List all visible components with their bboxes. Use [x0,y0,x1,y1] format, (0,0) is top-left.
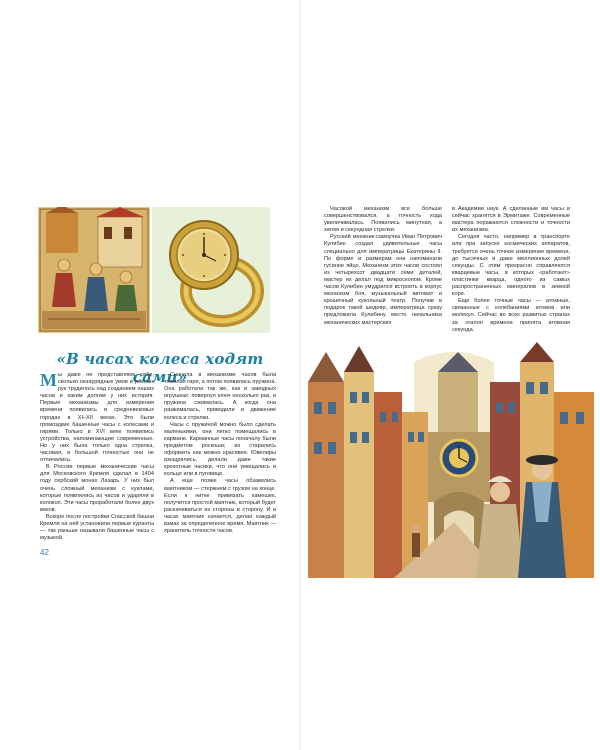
paragraph: Сначала в механизме часов была тяжелая гиря, а потом появилась пружина. Она работала так же, как в заводных игрушках: повернул ключ несколько раз, и пружина сжималась. А когда она разжималась, приводили в движение колеса и стрелки. [164,372,276,421]
right-column-2 [452,206,570,334]
paragraph: ы даже не представляем себе, сколько незаурядных умов и умелых рук трудилось над созданием наших часов и каким долгим у них история. Первые механизмы для измерения времени появились в средневековых городах в XI–XII веках. Это были громоздкие башенные часы с колесами и гирями. Только в XVI веке появились устройства, напоминающие современные. Но у них была только одна стрелка, часовая, и большой точностью они не отличались. [40,372,154,464]
paragraph: Часы с пружиной можно было сделать маленькими, они легко помещались в кармане. Карманные часы поначалу были предметом роскоши; их старались оформить как можно красивее. Ювелиры изощрялись, делали даже такие крохотные часики, что они умещались в кольце или в пуговице. [164,421,276,478]
clock-tower-street-scene [304,342,600,578]
paragraph: В России первые механические часы для Московского Кремля сделал в 1404 году сербский монах Лазарь. У них был очень сложный механизм с куклами, которые появлялись из часов и ударяли в колокол. Эти часы проработали более двух веков. [40,464,154,513]
page-number: 42 [40,548,49,557]
paragraph: Вскоре после постройки Спасской башни Кремля на ней установили первые куранты — так раньше называли башенные часы с музыкой. [40,513,154,542]
left-column-2 [164,372,276,535]
right-page [300,0,600,750]
gold-ring-watch [152,207,270,333]
paragraph: Часовой механизм все больше совершенствовался, а точность хода увеличивалась. Появились минутная, а затем и секундная стрелки. [324,206,442,234]
left-column-1 [40,372,154,542]
page-title: «В часах колеса ходят сами» [56,350,264,386]
paragraph: А еще позже часы обзавелись маятником — стержнем с грузом на конце. Если к нитке привязать камешек, получится простой маятник, который будет раскачиваться из стороны в сторону. И в часах маятник качается, делая каждый взмах за определенное время. Маятник — хранитель точности часов. [164,478,277,535]
paragraph: в Академии наук. А сделанные им часы и сейчас хранятся в Эрмитаже. Современные мастера поражаются сложности и точности их механизма. [452,206,570,234]
right-column-1 [324,206,442,327]
dropcap: М [40,370,57,390]
paragraph: Еще более точные часы — атомные, связанные с колебаниями атомов или молекул. Сейчас во всех развитых странах за эталон времени принята атомная секунда. [452,298,570,333]
medieval-icon-painting [38,207,150,333]
paragraph: Русский механик-самоучка Иван Петрович Кулибин создал удивительные часы специально для императрицы Екатерины II. По форме и размерам они напоминали гусиное яйцо. Механизм этих часов состоял из четырехсот двадцати семи деталей, мастер их делал под микроскопом. Кроме часов Кулибин умудрился встроить в корпус механизм боя, музыкальный автомат и крошечный кукольный театр. Получив в подарок такой шедевр, императрица сразу предложила Кулибину место начальника механических мастерских [324,234,442,326]
paragraph: Сегодня часто, например в транспорте или при запуске космических аппаратов, требуется очень точное измерение времени, до тысячных и даже миллионных долей секунды. С этим прекрасно справляются кварцевые часы, в которых «работают» пластинки кварца, одного из самых распространенных минералов в земной коре. [452,234,570,298]
